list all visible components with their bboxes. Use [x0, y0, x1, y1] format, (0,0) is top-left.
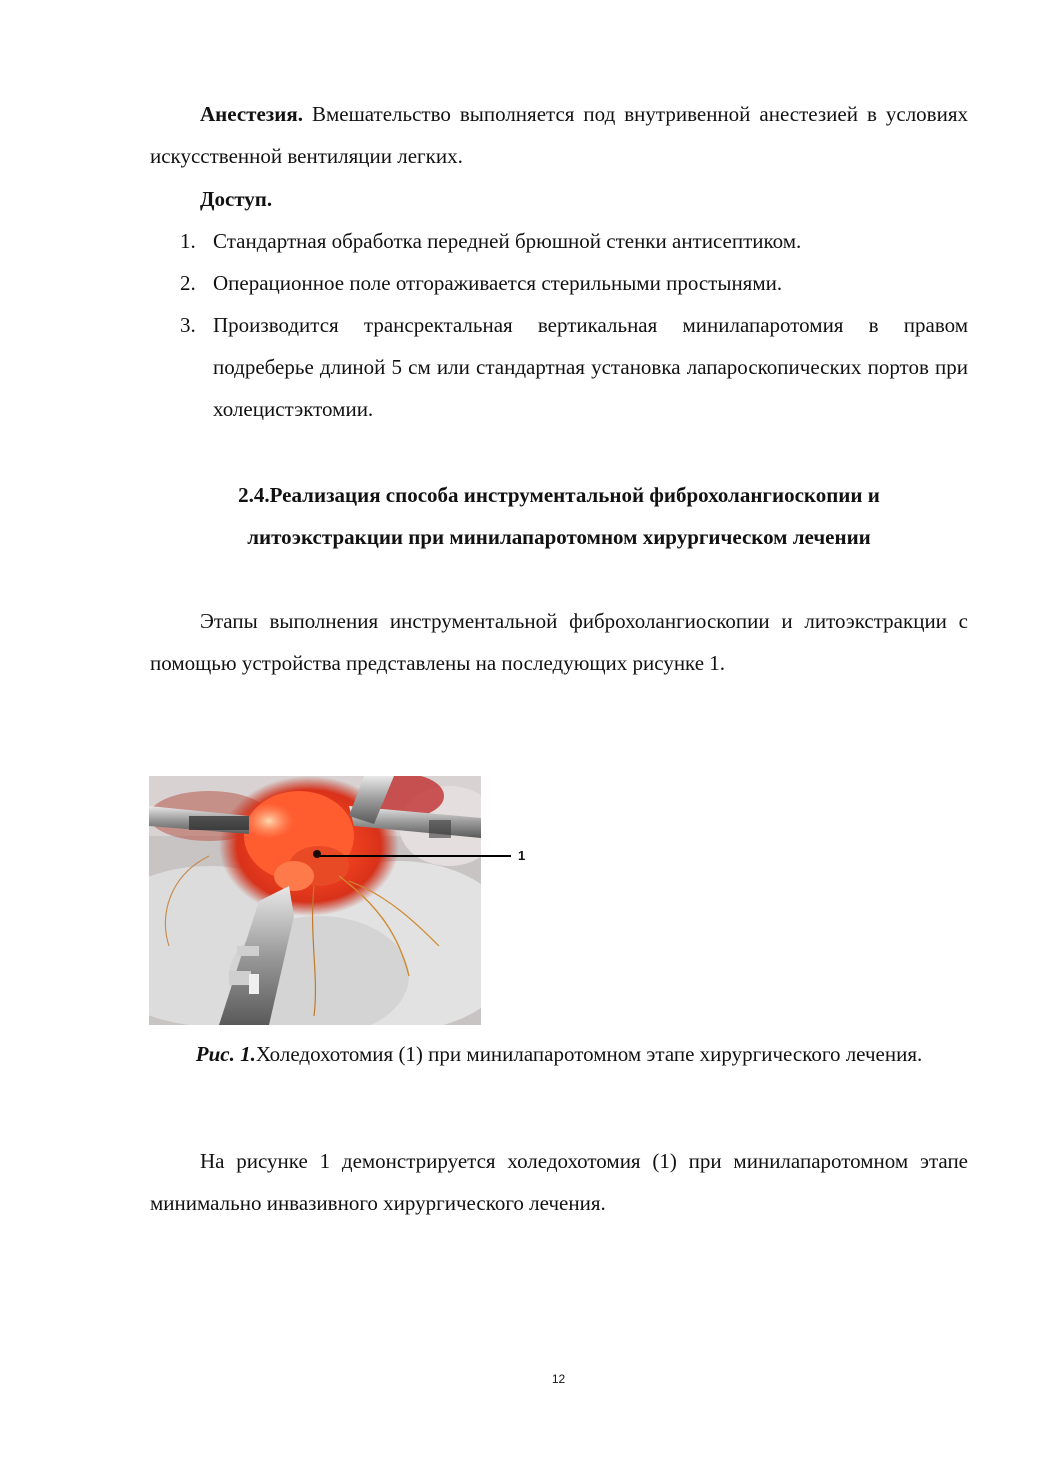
list-item-number: 1. — [180, 229, 196, 253]
anesthesia-text: Вмешательство выполняется под внутривенной анестезией в условиях искусственной вентиляции легких. — [150, 102, 968, 168]
section-heading-line-1: 2.4.Реализация способа инструментальной фиброхолангиоскопии и — [238, 483, 880, 507]
list-item-number: 3. — [180, 313, 196, 337]
figure-caption — [150, 1038, 968, 1071]
anesthesia-paragraph — [150, 93, 968, 177]
section-heading-line-2: литоэкстракции при минилапаротомном хирургическом лечении — [247, 525, 871, 549]
access-list — [150, 220, 968, 430]
page-number: 12 — [551, 1372, 566, 1386]
surgical-photo — [149, 776, 481, 1025]
list-item — [150, 262, 968, 304]
list-item-text: Производится трансректальная вертикальная минилапаротомия в правом подреберье длиной 5 см или стандартная установка лапароскопических портов при холецистэктомии. — [213, 313, 968, 421]
callout-arrow-line — [320, 855, 511, 857]
list-item — [150, 220, 968, 262]
list-item — [150, 304, 968, 430]
callout-label: 1 — [518, 848, 526, 863]
list-item-text: Операционное поле отгораживается стерильными простынями. — [213, 271, 783, 295]
figure-caption-text: Холедохотомия (1) при минилапаротомном этапе хирургического лечения. — [255, 1042, 923, 1066]
access-heading: Доступ. — [200, 187, 273, 211]
list-item-text: Стандартная обработка передней брюшной стенки антисептиком. — [213, 229, 802, 253]
final-paragraph: На рисунке 1 демонстрируется холедохотомия (1) при минилапаротомном этапе минимально инвазивного хирургического лечения. — [150, 1149, 968, 1215]
anesthesia-label: Анестезия. — [200, 102, 303, 126]
intro-paragraph: Этапы выполнения инструментальной фиброхолангиоскопии и литоэкстракции с помощью устройства представлены на последующих рисунке 1. — [150, 609, 968, 675]
list-item-number: 2. — [180, 271, 196, 295]
figure-caption-label: Рис. 1. — [195, 1042, 256, 1066]
